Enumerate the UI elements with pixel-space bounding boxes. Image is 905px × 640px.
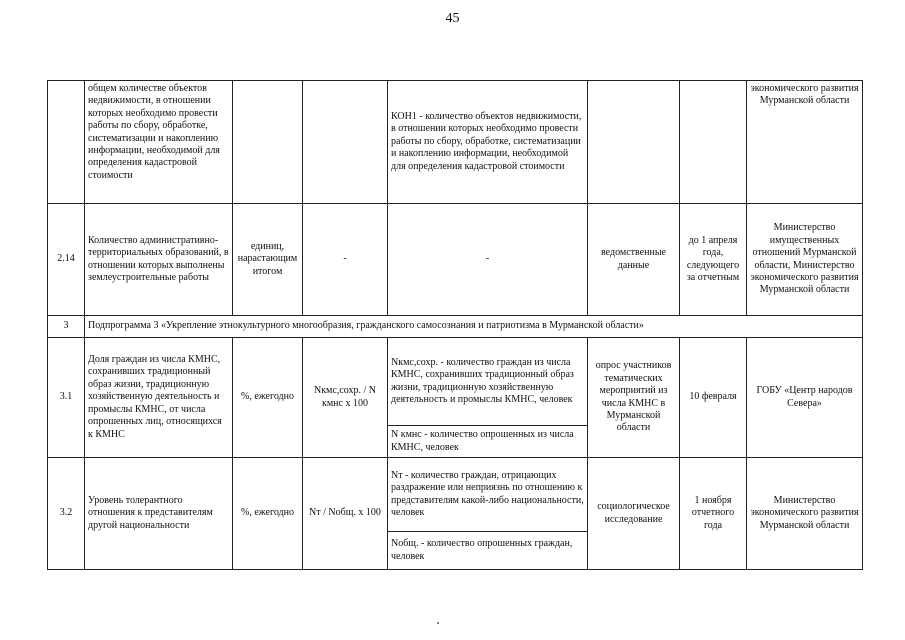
indicator-cell: Доля граждан из числа КМНС, сохранивших традиционный образ жизни, традиционную хозяйственную деятельность и промыслы КМНС, от числа опрошенных лиц, относящихся к КМНС — [85, 338, 233, 458]
deadline-cell — [680, 81, 747, 204]
indicators-table — [47, 80, 863, 570]
scan-speck — [437, 622, 439, 624]
responsible-cell: Министерство имущественных отношений Мурманской области, Министерство экономического развития Мурманской области — [747, 204, 863, 316]
row-number-cell: 3 — [48, 316, 85, 338]
indicator-cell: Количество административно-территориальных образований, в отношении которых выполнены землеустроительные работы — [85, 204, 233, 316]
table-row — [48, 204, 863, 316]
variable-cell: - — [388, 204, 588, 316]
indicator-cell: общем количестве объектов недвижимости, в отношении которых необходимо провести работы по сбору, обработке, систематизации и накоплению информации, необходимой для определения кадастровой стоимости — [85, 81, 233, 204]
table-row — [48, 338, 863, 426]
formula-cell — [303, 81, 388, 204]
source-cell: опрос участников тематических мероприятий из числа КМНС в Мурманской области — [588, 338, 680, 458]
source-cell — [588, 81, 680, 204]
formula-cell: Nт / Nобщ. х 100 — [303, 458, 388, 570]
unit-cell: единиц, нарастающим итогом — [233, 204, 303, 316]
indicator-cell: Уровень толерантного отношения к представителям другой национальности — [85, 458, 233, 570]
row-number-cell — [48, 81, 85, 204]
subprogram-title: Подпрограмма 3 «Укрепление этнокультурного многообразия, гражданского самосознания и патриотизма в Мурманской области» — [85, 316, 863, 338]
unit-cell: %, ежегодно — [233, 458, 303, 570]
responsible-cell: экономического развития Мурманской области — [747, 81, 863, 204]
variable-cell: Nт - количество граждан, отрицающих раздражение или неприязнь по отношению к представителям какой-либо национальности, человек — [388, 458, 588, 532]
row-number-cell: 3.2 — [48, 458, 85, 570]
row-number-cell: 3.1 — [48, 338, 85, 458]
unit-cell: %, ежегодно — [233, 338, 303, 458]
deadline-cell: 1 ноября отчетного года — [680, 458, 747, 570]
table-row — [48, 81, 863, 204]
deadline-cell: до 1 апреля года, следующего за отчетным — [680, 204, 747, 316]
table-row — [48, 458, 863, 532]
variable-cell: Nкмс,сохр. - количество граждан из числа КМНС, сохранивших традиционный образ жизни, традиционную хозяйственную деятельность и промыслы КМНС, человек — [388, 338, 588, 426]
responsible-cell: ГОБУ «Центр народов Севера» — [747, 338, 863, 458]
unit-cell — [233, 81, 303, 204]
source-cell: социологическое исследование — [588, 458, 680, 570]
formula-cell: - — [303, 204, 388, 316]
variable-cell: Nобщ. - количество опрошенных граждан, человек — [388, 532, 588, 570]
table-row — [48, 316, 863, 338]
variable-cell: N кмнс - количество опрошенных из числа КМНС, человек — [388, 426, 588, 458]
variable-cell: КОН1 - количество объектов недвижимости, в отношении которых необходимо провести работы по сбору, обработке, систематизации и накоплению информации, необходимой для определения кадастровой стоимости — [388, 81, 588, 204]
deadline-cell: 10 февраля — [680, 338, 747, 458]
page-number: 45 — [445, 11, 460, 26]
formula-cell: Nкмс,сохр. / N кмнс х 100 — [303, 338, 388, 458]
source-cell: ведомственные данные — [588, 204, 680, 316]
row-number-cell: 2.14 — [48, 204, 85, 316]
responsible-cell: Министерство экономического развития Мурманской области — [747, 458, 863, 570]
